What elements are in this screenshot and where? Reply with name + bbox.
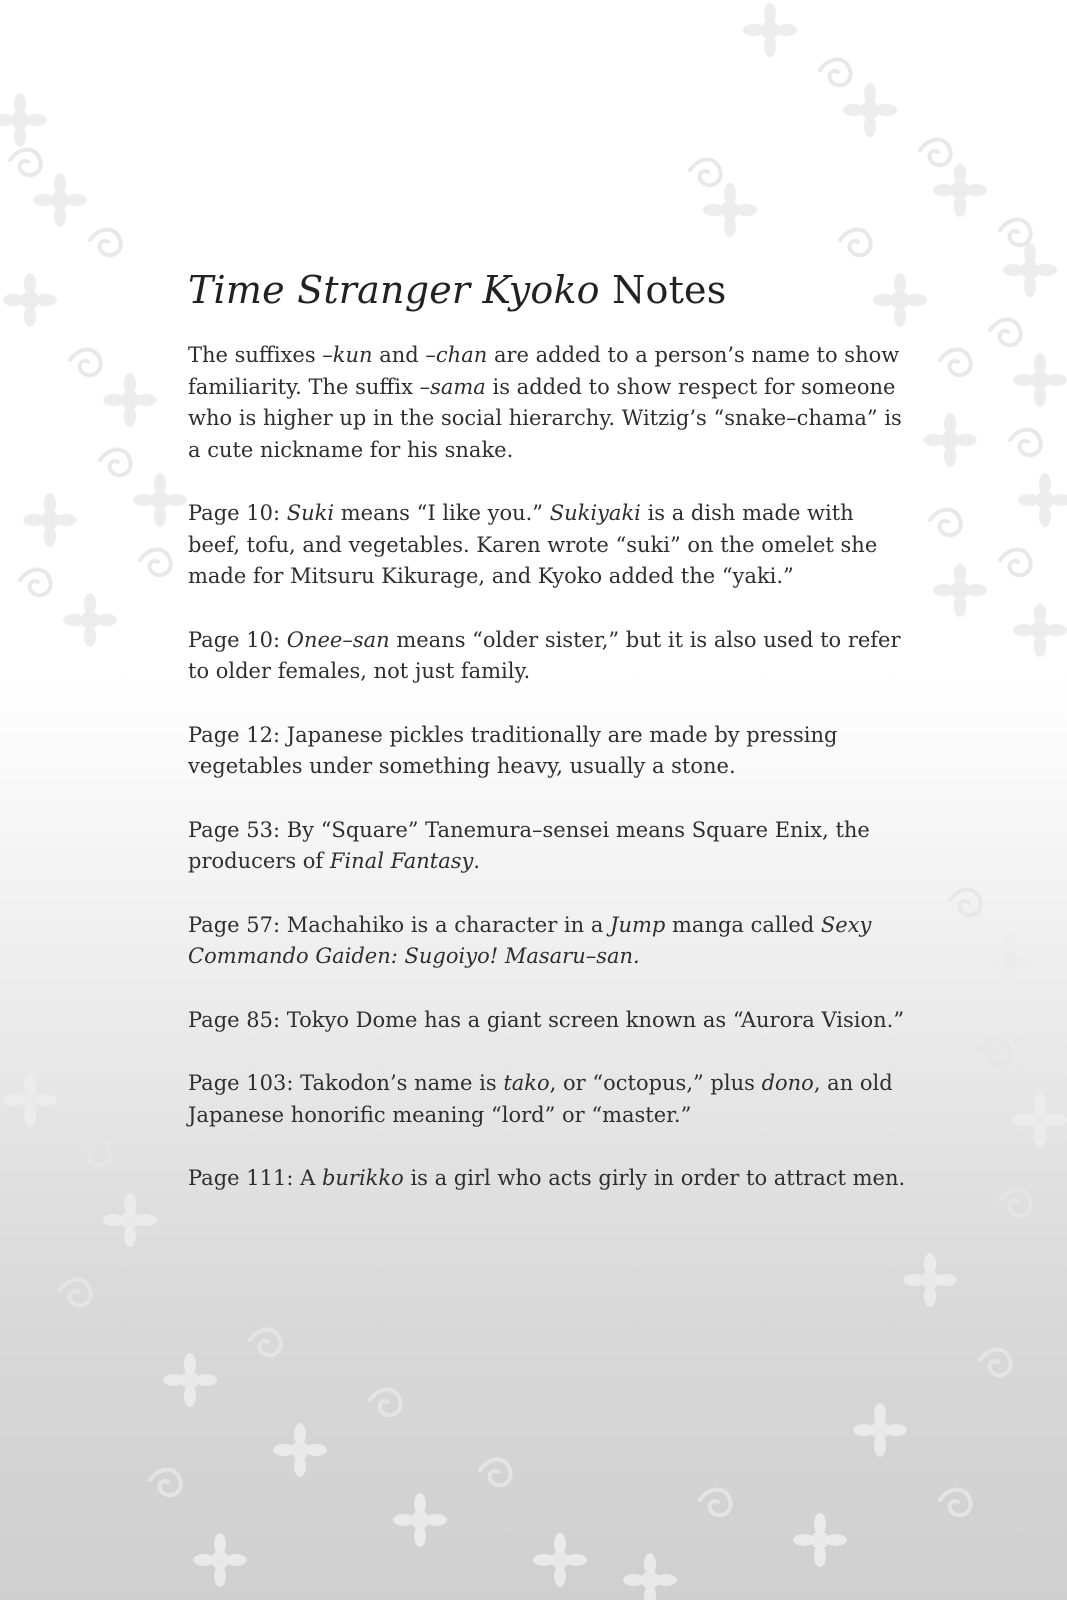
note-text: , an old Japanese honorific meaning “lord” or “master.”	[188, 1071, 893, 1127]
page-title	[188, 268, 908, 312]
note-text: Page 103: Takodon’s name is	[188, 1071, 504, 1095]
note-paragraph	[188, 498, 908, 593]
note-paragraph	[188, 1163, 908, 1195]
note-paragraph	[188, 625, 908, 688]
note-italic-term: Onee–san	[286, 627, 390, 652]
note-text: , or “octopus,” plus	[549, 1071, 762, 1095]
note-italic-term: Jump	[610, 912, 666, 937]
note-text: manga called	[665, 912, 821, 937]
notes-page	[188, 268, 908, 1227]
note-italic-term: dono	[761, 1071, 814, 1095]
page-title-plain: Notes	[599, 268, 727, 312]
note-text: and	[372, 343, 426, 367]
note-italic-term: –chan	[425, 343, 488, 367]
note-text: is a dish made with beef, tofu, and vegetables. Karen wrote “suki” on the omelet she made for Mitsuru Kikurage, and Kyoko added the “yaki.”	[188, 501, 878, 588]
notes-list	[188, 340, 908, 1195]
note-italic-term: Sukiyaki	[549, 501, 641, 525]
note-italic-term: Final Fantasy	[329, 849, 474, 873]
note-paragraph	[188, 815, 908, 878]
note-italic-term: tako	[503, 1071, 550, 1095]
note-paragraph	[188, 1068, 908, 1131]
note-italic-term: –sama	[419, 374, 486, 399]
note-text: Page 111: A	[188, 1166, 322, 1190]
note-italic-term: Sexy Commando Gaiden: Sugoiyo! Masaru–san.	[188, 912, 872, 968]
note-paragraph	[188, 340, 908, 466]
note-text: .	[473, 849, 481, 873]
note-text: Page 12: Japanese pickles traditionally are made by pressing vegetables under something heavy, usually a stone.	[188, 722, 838, 778]
note-paragraph	[188, 910, 908, 973]
note-text: Page 53: By “Square” Tanemura–sensei means Square Enix, the producers of	[188, 817, 870, 873]
note-italic-term: Suki	[286, 501, 335, 525]
page-title-italic: Time Stranger Kyoko	[188, 268, 600, 312]
note-text: Page 10:	[188, 501, 287, 525]
note-text: is added to show respect for someone who is higher up in the social hierarchy. Witzig’s “snake–chama” is a cute nickname for his snake.	[188, 374, 902, 462]
note-text: The suffixes	[188, 343, 323, 367]
note-italic-term: –kun	[322, 343, 373, 367]
note-text: Page 85: Tokyo Dome has a giant screen known as “Aurora Vision.”	[188, 1007, 905, 1032]
note-text: means “older sister,” but it is also used to refer to older females, not just family.	[188, 627, 901, 683]
note-text: is a girl who acts girly in order to attract men.	[403, 1166, 906, 1190]
note-italic-term: burikko	[321, 1166, 404, 1190]
note-text: means “I like you.”	[334, 501, 550, 525]
note-text: Page 10:	[188, 627, 287, 652]
note-paragraph	[188, 1005, 908, 1037]
note-text: are added to a person’s name to show familiarity. The suffix	[188, 343, 900, 399]
note-paragraph	[188, 720, 908, 783]
note-text: Page 57: Machahiko is a character in a	[188, 912, 611, 937]
